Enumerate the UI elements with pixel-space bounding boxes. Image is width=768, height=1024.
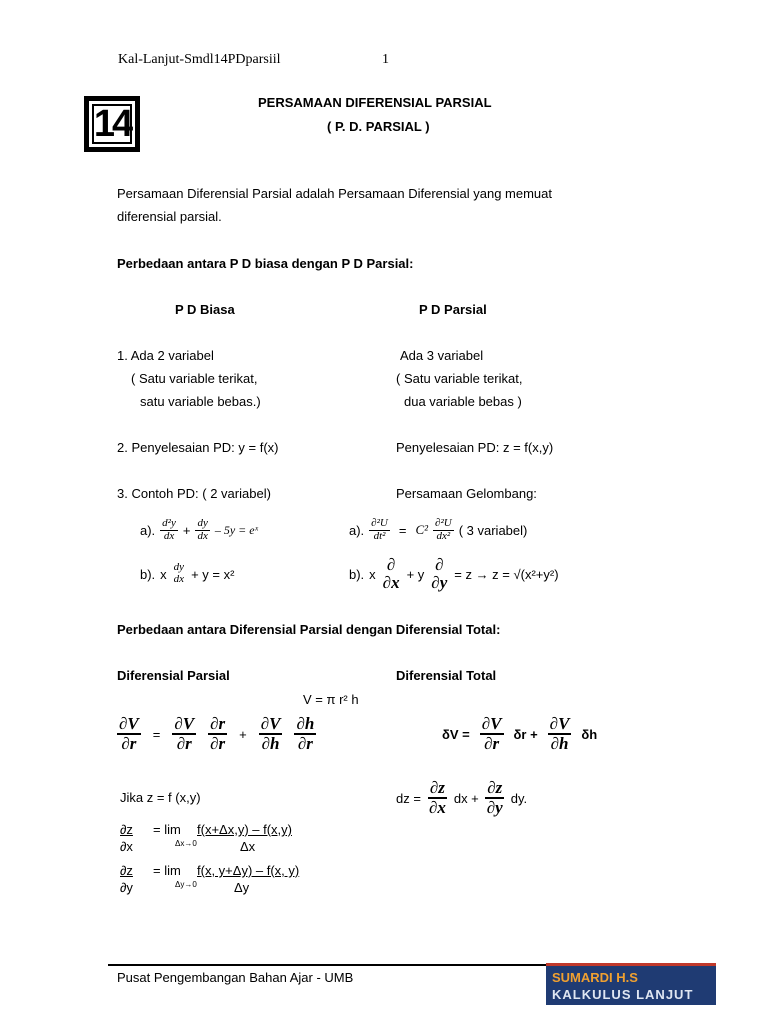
intro-line-2: diferensial parsial. [117, 209, 222, 224]
limit1-num: f(x+Δx,y) – f(x,y) [197, 822, 292, 837]
footer-author-box [546, 963, 716, 1005]
jika-line: Jika z = f (x,y) [120, 790, 201, 805]
row3-left: 3. Contoh PD: ( 2 variabel) [117, 486, 271, 501]
row1-right-1: Ada 3 variabel [400, 348, 484, 363]
fraction-partial-x: ∂ ∂x [382, 555, 400, 592]
col-pd-parsial: P D Parsial [419, 302, 487, 317]
example-a-ode: a). $\frac{\text{d²y}}{dx}$ + $\frac{dy}{dx}$ – 5y = eˣ [140, 516, 258, 542]
example-b-pde: b). x ∂ ∂x + y ∂ ∂y = z → z = √(x²+y²) [349, 555, 559, 592]
limit2-num: f(x, y+Δy) – f(x, y) [197, 863, 300, 878]
fraction-d2y-dx: $\frac{\text{d²y}}{dx}$ [162, 516, 176, 542]
footer-publisher: Pusat Pengembangan Bahan Ajar - UMB [117, 970, 354, 985]
section1-heading: Perbedaan antara P D biasa dengan P D Parsial: [117, 256, 414, 271]
row1-left-2: ( Satu variable terikat, [131, 371, 258, 386]
example-a-label: a). [140, 522, 156, 538]
example-a-wave: a). $\frac{\text{∂²U}}{\text{dt²}}$ = C² $\frac{\text{∂²U}}{\text{dx²}}$ ( 3 variabel) [349, 516, 528, 542]
col-diferensial-parsial: Diferensial Parsial [117, 668, 230, 683]
example-b-label: b). [140, 566, 156, 582]
dz-total: dz = $\frac{\partial z}{\partial x}$ dx + $\frac{\partial z}{\partial y}$ dy. [396, 778, 528, 817]
fraction-dh-dr: $\frac{\partial h}{\partial r}$ [296, 714, 315, 753]
fraction-d2u-dx2: $\frac{\text{∂²U}}{\text{dx²}}$ [435, 516, 452, 542]
fraction-dv-dh-total: $\frac{\partial V}{\partial h}$ [549, 714, 570, 753]
limit1-denominator-dx: ∂x [120, 839, 133, 854]
limit2-sub: Δy→0 [175, 880, 197, 889]
fraction-dz-dx: $\frac{\partial z}{\partial x}$ [428, 778, 446, 817]
limit1-numerator-dz: ∂z [120, 822, 133, 837]
fraction-d2u-dt2: $\frac{\text{∂²U}}{\text{dt²}}$ [371, 516, 388, 542]
fraction-dv-dh: $\frac{\partial V}{\partial h}$ [260, 714, 281, 753]
row1-left-1: 1. Ada 2 variabel [117, 348, 214, 363]
fraction-dv-dr: $\frac{\partial V}{\partial r}$ [119, 714, 139, 753]
chapter-subtitle: ( P. D. PARSIAL ) [327, 119, 430, 134]
doc-code: Kal-Lanjut-Smdl14PDparsiil [118, 52, 281, 67]
limit2-den: Δy [234, 880, 250, 895]
chapter-number: 14 [93, 102, 131, 145]
row1-left-3: satu variable bebas.) [140, 394, 261, 409]
example-b-right-label: b). [349, 566, 365, 582]
page-number: 1 [382, 52, 389, 67]
example-b-ode: b). x dy dx + y = x² [140, 561, 235, 585]
example-a-right-label: a). [349, 522, 365, 538]
fraction-dy-dx-b: dy dx [173, 561, 185, 585]
row2-right: Penyelesaian PD: z = f(x,y) [396, 440, 554, 455]
row1-right-2: ( Satu variable terikat, [396, 371, 523, 386]
footer-author: SUMARDI H.S [552, 970, 638, 985]
section2-heading: Perbedaan antara Diferensial Parsial dengan Diferensial Total: [117, 622, 501, 637]
limit2-lim: = lim [153, 863, 181, 878]
row2-left: 2. Penyelesaian PD: y = f(x) [117, 440, 279, 455]
partial-chain-rule: $\frac{\partial V}{\partial r}$ = $\frac{\partial V}{\partial r}$ $\frac{\partial r}{\partial r}$ + $\frac{\partial V}{\partial h}$ $\frac{\partial h}{\partial r}$ [119, 714, 315, 753]
footer-course: KALKULUS LANJUT [552, 987, 694, 1002]
fraction-dz-dy: $\frac{\partial z}{\partial y}$ [486, 778, 503, 817]
limit1-sub: Δx→0 [175, 839, 197, 848]
fraction-partial-y: ∂ ∂y [431, 555, 448, 592]
limit1-den: Δx [240, 839, 256, 854]
row1-right-3: dua variable bebas ) [404, 394, 522, 409]
chapter-number-box [84, 96, 140, 152]
limit1-lim: = lim [153, 822, 181, 837]
col-diferensial-total: Diferensial Total [396, 668, 497, 683]
intro-line-1: Persamaan Diferensial Parsial adalah Persamaan Diferensial yang memuat [117, 186, 552, 201]
col-pd-biasa: P D Biasa [175, 302, 235, 317]
limit2-denominator-dy: ∂y [120, 880, 133, 895]
total-differential: δV = $\frac{\partial V}{\partial r}$ δr + $\frac{\partial V}{\partial h}$ δh [442, 714, 598, 753]
fraction-dv-dr-total: $\frac{\partial V}{\partial r}$ [481, 714, 502, 753]
fraction-dr-dr: $\frac{\partial r}{\partial r}$ [210, 714, 226, 753]
fraction-dy-dx: $\frac{dy}{dx}$ [197, 516, 208, 542]
fraction-dv-dr-2: $\frac{\partial V}{\partial r}$ [174, 714, 195, 753]
limit2-numerator-dz: ∂z [120, 863, 133, 878]
row3-right: Persamaan Gelombang: [396, 486, 537, 501]
volume-formula: V = π r² h [303, 692, 359, 707]
chapter-title: PERSAMAAN DIFERENSIAL PARSIAL [258, 95, 492, 110]
